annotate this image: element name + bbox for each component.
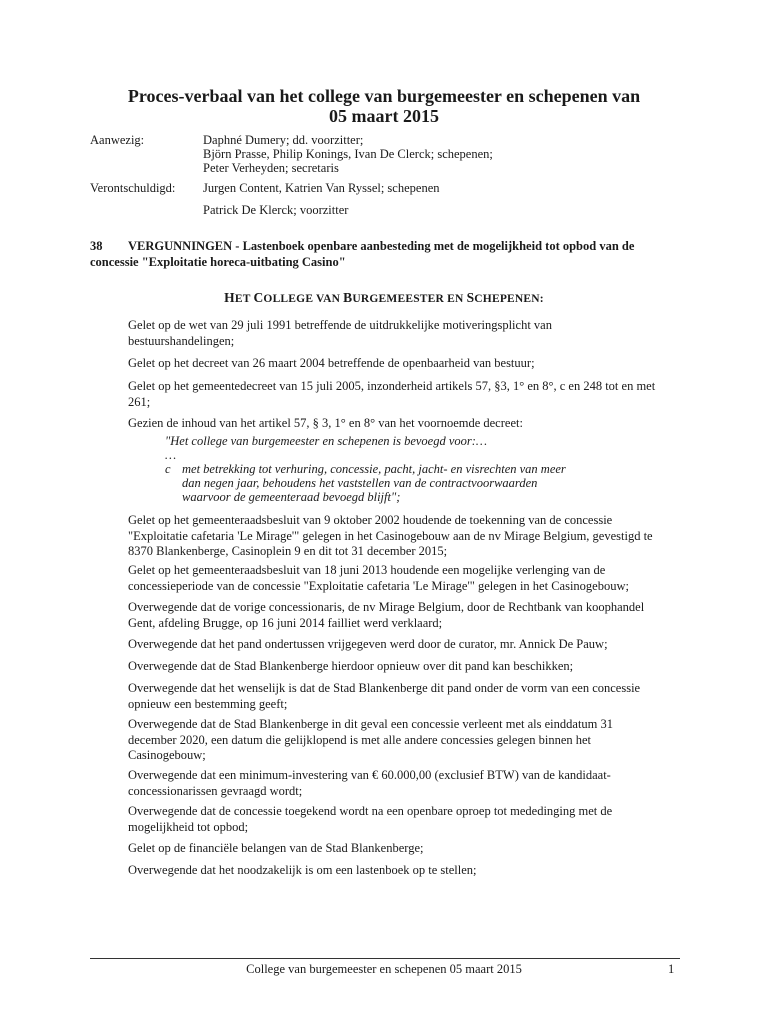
paragraph-line: Overwegende dat de concessie toegekend wordt na een openbare oproep tot mededinging met de — [128, 804, 613, 818]
paragraph-line: Gezien de inhoud van het artikel 57, § 3, 1° en 8° van het voornoemde decreet: — [128, 416, 523, 430]
quote-line: "Het college van burgemeester en schepenen is bevoegd voor:… — [165, 434, 488, 448]
document-title — [0, 86, 768, 126]
footer-text: College van burgemeester en schepenen 05 maart 2015 — [246, 962, 522, 976]
paragraph-line: mogelijkheid tot opbod; — [128, 819, 249, 834]
paragraph-line: Gelet op het gemeenteraadsbesluit van 18 juni 2013 houdende een mogelijke verlenging van de — [128, 563, 606, 577]
excused-line: Jurgen Content, Katrien Van Ryssel; schepenen — [203, 181, 440, 195]
heading-cap: B — [343, 290, 353, 305]
paragraph-5 — [128, 513, 688, 560]
paragraph-line: Gelet op het decreet van 26 maart 2004 betreffende de openbaarheid van bestuur; — [128, 356, 535, 370]
heading-rest: URGEMEESTER EN — [352, 293, 467, 305]
paragraph-8 — [128, 637, 688, 653]
quote-line: met betrekking tot verhuring, concessie, pacht, jacht- en visrechten van meer — [182, 462, 566, 476]
paragraph-9 — [128, 659, 688, 675]
paragraph-line: Gelet op de wet van 29 juli 1991 betreffende de uitdrukkelijke motiveringsplicht van — [128, 318, 552, 332]
agenda-item — [90, 238, 670, 270]
paragraph-line: opnieuw een bestemming geeft; — [128, 696, 288, 711]
quote-line: waarvoor de gemeenteraad bevoegd blijft"; — [182, 490, 401, 504]
paragraph-6 — [128, 563, 688, 594]
present-list — [203, 133, 493, 175]
quote-item-label: c — [165, 462, 171, 476]
heading-rest: CHEPENEN: — [474, 293, 544, 305]
paragraph-11 — [128, 717, 688, 764]
paragraph-line: concessieperiode van de concessie "Exploitatie cafetaria 'Le Mirage'" gelegen in het Casinogebouw; — [128, 578, 629, 593]
heading-cap: C — [253, 290, 264, 305]
paragraph-10 — [128, 681, 688, 712]
heading-cap: S — [466, 290, 475, 305]
paragraph-line: bestuurshandelingen; — [128, 333, 235, 348]
excused-label: Verontschuldigd: — [90, 181, 176, 195]
paragraph-line: 8370 Blankenberge, Casinoplein 9 en dit tot 31 december 2015; — [128, 544, 448, 558]
paragraph-line: Overwegende dat het noodzakelijk is om een lastenboek op te stellen; — [128, 863, 477, 877]
paragraph-line: Overwegende dat een minimum-investering van € 60.000,00 (exclusief BTW) van de kandidaat- — [128, 768, 611, 782]
footer-divider — [90, 958, 680, 959]
paragraph-13 — [128, 804, 688, 835]
present-line: Daphné Dumery; dd. voorzitter; — [203, 133, 364, 147]
paragraph-line: Overwegende dat het wenselijk is dat de Stad Blankenberge dit pand onder de vorm van een concessie — [128, 681, 641, 695]
excused-line: Patrick De Klerck; voorzitter — [203, 203, 349, 217]
paragraph-line: Overwegende dat de Stad Blankenberge in dit geval een concessie verleent met als einddatum 31 — [128, 717, 614, 731]
agenda-title-line-2: concessie "Exploitatie horeca-uitbating Casino" — [90, 255, 346, 269]
paragraph-15 — [128, 863, 688, 879]
paragraph-line: Gent, afdeling Brugge, op 16 juni 2014 failliet werd verklaard; — [128, 615, 443, 630]
quote-line: dan negen jaar, behoudens het vaststellen van de contractvoorwaarden — [182, 476, 538, 490]
quote-ellipsis: … — [165, 448, 177, 462]
heading-rest: ET — [234, 293, 254, 305]
paragraph-14 — [128, 841, 688, 857]
paragraph-7 — [128, 600, 688, 631]
paragraph-line: Overwegende dat de vorige concessionaris, de nv Mirage Belgium, door de Rechtbank van koophandel — [128, 600, 645, 614]
present-label: Aanwezig: — [90, 133, 145, 147]
paragraph-line: Gelet op de financiële belangen van de Stad Blankenberge; — [128, 841, 424, 855]
paragraph-line: 261; — [128, 394, 151, 409]
title-line-1: Proces-verbaal van het college van burgemeester en schepenen van — [127, 86, 641, 106]
agenda-title-line-1: VERGUNNINGEN - Lastenboek openbare aanbesteding met de mogelijkheid tot opbod van de — [128, 239, 635, 253]
paragraph-line: Overwegende dat het pand ondertussen vrijgegeven werd door de curator, mr. Annick De Pauw; — [128, 637, 608, 651]
page-number: 1 — [668, 962, 675, 976]
paragraph-12 — [128, 768, 688, 799]
paragraph-line: "Exploitatie cafetaria 'Le Mirage'" gelegen in het Casinogebouw aan de nv Mirage Belgium, gevestigd te — [128, 528, 653, 543]
paragraph-2 — [128, 356, 688, 372]
title-line-2: 05 maart 2015 — [329, 106, 439, 126]
paragraph-line: Casinogebouw; — [128, 748, 206, 762]
paragraph-1 — [128, 318, 688, 349]
present-line: Björn Prasse, Philip Konings, Ivan De Clerck; schepenen; — [203, 147, 493, 161]
paragraph-4 — [128, 416, 688, 432]
present-line: Peter Verheyden; secretaris — [203, 161, 339, 175]
paragraph-3 — [128, 379, 688, 410]
paragraph-line: december 2020, een datum die gelijklopend is met alle andere concessies gelegen binnen het — [128, 732, 592, 747]
paragraph-line: Gelet op het gemeenteraadsbesluit van 9 oktober 2002 houdende de toekenning van de concessie — [128, 513, 613, 527]
agenda-number: 38 — [90, 239, 103, 253]
college-heading — [0, 290, 768, 306]
paragraph-line: Overwegende dat de Stad Blankenberge hierdoor opnieuw over dit pand kan beschikken; — [128, 659, 574, 673]
paragraph-line: concessionarissen gevraagd wordt; — [128, 783, 303, 798]
paragraph-line: Gelet op het gemeentedecreet van 15 juli 2005, inzonderheid artikels 57, §3, 1° en 8°, c en 248 tot en met — [128, 379, 656, 393]
heading-cap: H — [224, 290, 235, 305]
quoted-article — [165, 434, 605, 504]
heading-rest: OLLEGE VAN — [263, 293, 344, 305]
